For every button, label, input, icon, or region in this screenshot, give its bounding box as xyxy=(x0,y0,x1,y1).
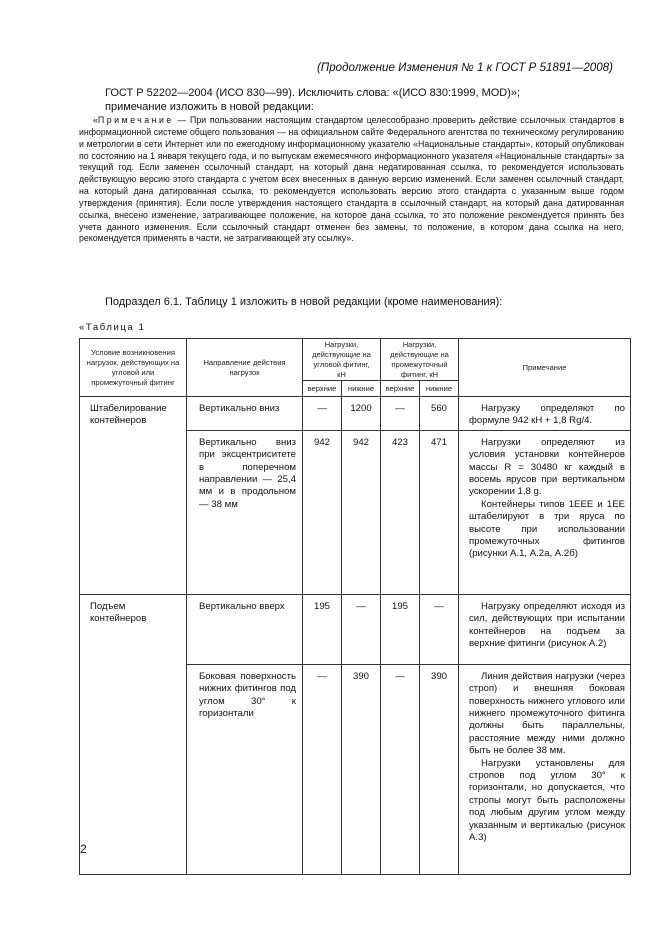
remark-paragraph: Нагрузки установлены для стропов под углом 30° к горизонтали, но допускается, что стропы могут быть расположены под любым другим углом между указанным и вертикалью (рисунок А.3) xyxy=(469,757,625,844)
table-caption: «Таблица 1 xyxy=(79,322,146,333)
row-direction: Боковая поверхность нижних фитингов под углом 30° к горизонтали xyxy=(187,664,303,874)
remark-paragraph: Нагрузки определяют из условия установки контейнеров массы R = 30480 кг каждый в восемь ярусов при вертикальном ускорении 1,8 g. xyxy=(469,436,625,498)
row-direction: Вертикально вниз xyxy=(187,397,303,431)
row-corner-upper: 942 xyxy=(303,430,342,594)
row-intermediate-lower: 471 xyxy=(420,430,459,594)
row-remark xyxy=(459,594,631,664)
remark-paragraph: Контейнеры типов 1EEE и 1EE штабелируют в три яруса по высоте при использовании промежуточных фитингов (рисунки А.1, А.2а, А.2б) xyxy=(469,498,625,560)
note-paragraph xyxy=(79,115,624,245)
row-remark xyxy=(459,664,631,874)
header-direction: Направление действия нагрузок xyxy=(187,339,303,397)
row-intermediate-upper: 423 xyxy=(381,430,420,594)
row-corner-upper: — xyxy=(303,397,342,431)
row-intermediate-lower: 390 xyxy=(420,664,459,874)
header-intermediate-upper: верхние xyxy=(381,381,420,397)
row-corner-lower: 1200 xyxy=(342,397,381,431)
row-corner-lower: 390 xyxy=(342,664,381,874)
header-intermediate-lower: нижние xyxy=(420,381,459,397)
row-intermediate-lower: 560 xyxy=(420,397,459,431)
loads-table xyxy=(79,338,631,875)
row-remark xyxy=(459,397,631,431)
remark-paragraph: Линия действия нагрузки (через строп) и внешняя боковая поверхность нижнего углового или нижнего промежуточного фитинга должны быть параллельны, расстояние между ними должно быть не более 38 мм. xyxy=(469,670,625,757)
header-remark: Примечание xyxy=(459,339,631,397)
table-row xyxy=(80,397,631,431)
remark-paragraph: Нагрузку определяют по формуле 942 кН + 1,8 Rg/4. xyxy=(469,403,625,427)
row-intermediate-upper: — xyxy=(381,397,420,431)
header-condition: Условие возникновения нагрузок, действующих на угловой или промежуточный фитинг xyxy=(80,339,187,397)
row-condition: Подъем контейнеров xyxy=(80,594,187,874)
note-label: Примечание xyxy=(97,115,174,125)
intro-line-2: примечание изложить в новой редакции: xyxy=(105,101,314,113)
note-prefix: « xyxy=(93,115,98,125)
row-corner-lower: — xyxy=(342,594,381,664)
row-intermediate-upper: 195 xyxy=(381,594,420,664)
row-corner-upper: — xyxy=(303,664,342,874)
header-corner-upper: верхние xyxy=(303,381,342,397)
remark-paragraph: Нагрузку определяют исходя из сил, действующих при испытании контейнеров на подъем за верхние фитинги (рисунок А.2) xyxy=(469,600,625,650)
header-corner: Нагрузки, действующие на угловой фитинг, кН xyxy=(303,339,381,381)
row-direction: Вертикально вверх xyxy=(187,594,303,664)
intro-paragraph xyxy=(105,86,625,114)
row-remark xyxy=(459,430,631,594)
header-intermediate: Нагрузки, действующие на промежуточный фитинг, кН xyxy=(381,339,459,381)
note-text: — При пользовании настоящим стандартом целесообразно проверить действие ссылочных стандартов в информационной системе общего пользования — на официальном сайте Федерального агентства по техническому регулированию и метрологии в сети Интернет или по ежегодному информационному указателю «Национальные стандарты», который опубликован по состоянию на 1 января текущего года, и по выпускам ежемесячного информационного указателя «Национальные стандарты» за текущий год. Если заменен ссылочный стандарт, на который дана недатированная ссылка, то рекомендуется использовать действующую версию этого стандарта с учетом всех внесенных в данную версию изменений. Если заменен ссылочный стандарт, на который дана датированная ссылка, то рекомендуется использовать версию этого стандарта с указанным выше годом утверждения (принятия). Если после утверждения настоящего стандарта в ссылочный стандарт, на который дана датированная ссылка, внесено изменение, затрагивающее положение, на которое дана ссылка, то это положение рекомендуется принять без учета данного изменения. Если ссылочный стандарт отменен без замены, то положение, в котором дана ссылка на него, рекомендуется применять в части, не затрагивающей эту ссылку». xyxy=(79,115,624,244)
page-number: 2 xyxy=(80,842,87,856)
intro-line-1: ГОСТ Р 52202—2004 (ИСО 830—99). Исключить слова: «(ИСО 830:1999, MOD)»; xyxy=(105,87,521,99)
row-intermediate-upper: — xyxy=(381,664,420,874)
row-corner-upper: 195 xyxy=(303,594,342,664)
row-corner-lower: 942 xyxy=(342,430,381,594)
subsection-paragraph: Подраздел 6.1. Таблицу 1 изложить в новой редакции (кроме наименования): xyxy=(105,296,503,308)
row-intermediate-lower: — xyxy=(420,594,459,664)
row-direction: Вертикально вниз при эксцентриситете в поперечном направлении — 25,4 мм и в продольном — 38 мм xyxy=(187,430,303,594)
table-row xyxy=(80,594,631,664)
row-condition: Штабелирование контейнеров xyxy=(80,397,187,595)
continuation-header: (Продолжение Изменения № 1 к ГОСТ Р 51891—2008) xyxy=(316,61,613,74)
header-corner-lower: нижние xyxy=(342,381,381,397)
